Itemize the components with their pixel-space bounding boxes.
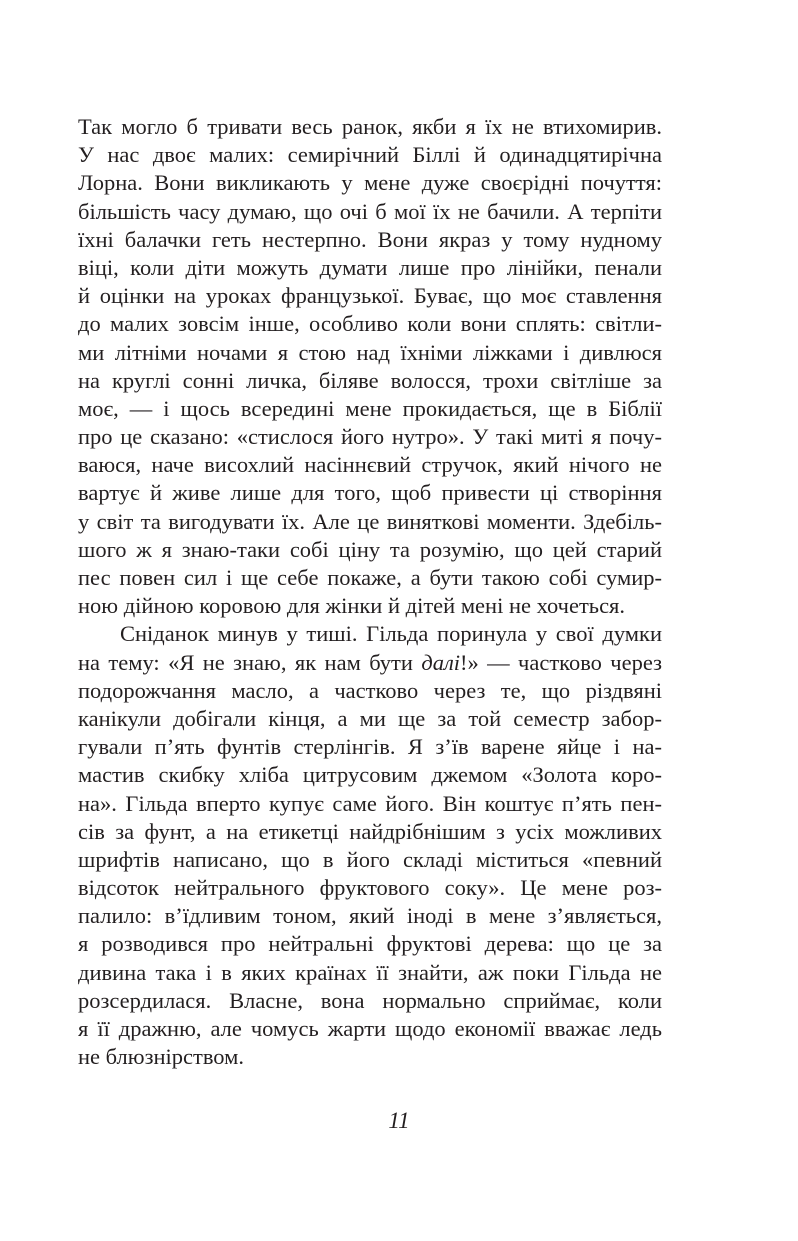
text-line: гували п’ять фунтів стерлінгів. Я з’їв варене яйце і на-: [78, 734, 662, 760]
text-line: на круглі сонні личка, біляве волосся, трохи світліше за: [78, 367, 662, 393]
text-line: сів за фунт, а на етикетці найдрібнішим з усіх можливих: [78, 818, 662, 844]
text-line: ми літніми ночами я стою над їхніми ліжками і дивлюся: [78, 339, 662, 365]
text-line: мастив скибку хліба цитрусовим джемом «Золота коро-: [78, 762, 662, 788]
text-line: у світ та вигодувати їх. Але це виняткові моменти. Здебіль-: [78, 508, 662, 534]
page-number: 11: [388, 1108, 410, 1133]
text-line: до малих зовсім інше, особливо коли вони сплять: світли-: [78, 311, 662, 337]
text-line: віці, коли діти можуть думати лише про лінійки, пенали: [78, 254, 662, 280]
text-line: ною дійною коровою для жінки й дітей мені не хочеться.: [78, 593, 626, 619]
emphasis: далі: [421, 649, 461, 675]
text-line: Так могло б тривати весь ранок, якби я їх не втихомирив.: [78, 114, 662, 139]
text-line: пес повен сил і ще себе покаже, а бути такою собі сумир-: [78, 565, 662, 590]
text-line: вартує й живе лише для того, щоб привести ці створіння: [78, 480, 662, 506]
text-line: на». Гільда вперто купує саме його. Він коштує п’ять пен-: [78, 790, 662, 816]
text-line: палило: в’їдливим тоном, який іноді в мене з’являється,: [78, 903, 662, 929]
text-line: відсоток нейтрального фруктового соку». Це мене роз-: [78, 875, 662, 901]
text-line: розсердилася. Власне, вона нормально сприймає, коли: [78, 987, 662, 1013]
text-line: подорожчання масло, а частково через те, що різдвяні: [78, 677, 662, 703]
text-line: я розводився про нейтральні фруктові дерева: що це за: [78, 931, 662, 957]
text-line: шрифтів написано, що в його складі міститься «певний: [78, 846, 662, 872]
text-line: Лорна. Вони викликають у мене дуже своєрідні почуття:: [78, 170, 662, 196]
text-line: моє, — і щось всередині мене прокидається, ще в Біблії: [78, 395, 662, 421]
text-line: їхні балачки геть нестерпно. Вони якраз у тому нудному: [78, 226, 662, 252]
text-line: на тему: «Я не знаю, як нам бути далі!» — частково через: [78, 649, 663, 675]
text-line: я її дражню, але чомусь жарти щодо економії вважає ледь: [78, 1016, 662, 1041]
text-line: ваюся, наче висохлий насіннєвий стручок, який нічого не: [78, 452, 662, 478]
text-line: У нас двоє малих: семирічний Біллі й одинадцятирічна: [78, 142, 662, 168]
text-line: дивина така і в яких країнах її знайти, аж поки Гільда не: [78, 959, 662, 985]
text-line: Сніданок минув у тиші. Гільда поринула у свої думки: [120, 621, 662, 647]
text-line: шого ж я знаю-таки собі ціну та розумію, що цей старий: [78, 536, 662, 562]
text-line: про це сказано: «стислося його нутро». У такі миті я почу-: [78, 424, 662, 450]
text-line: не блюзнірством.: [78, 1044, 244, 1070]
text-line: більшість часу думаю, що очі б мої їх не бачили. А терпіти: [78, 198, 662, 224]
text-line: й оцінки на уроках французької. Буває, що моє ставлення: [78, 283, 662, 309]
text-line: канікули добігали кінця, а ми ще за той семестр забор-: [78, 705, 662, 731]
page-text: [78, 113, 662, 1071]
